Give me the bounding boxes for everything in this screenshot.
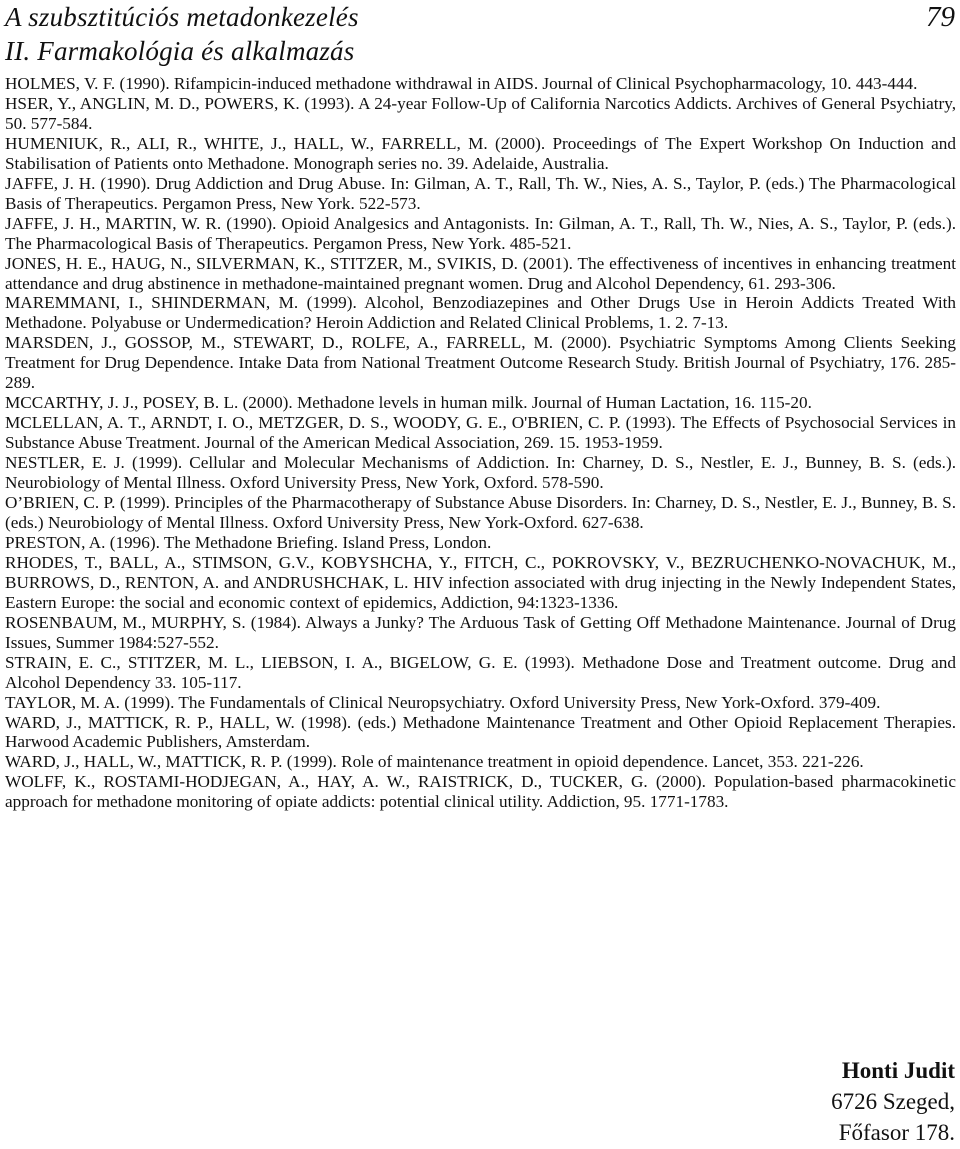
reference-item: MCLELLAN, A. T., ARNDT, I. O., METZGER, D. S., WOODY, G. E., O'BRIEN, C. P. (1993). The Effects of Psychosocial Services in Substance Abuse Treatment. Journal of the American Medical Association, 269. 15. 1953-1959. [5,413,956,453]
reference-item: HUMENIUK, R., ALI, R., WHITE, J., HALL, W., FARRELL, M. (2000). Proceedings of The Expert Workshop On Induction and Stabilisation of Patients onto Methadone. Monograph series no. 39. Adelaide, Australia. [5,133,956,173]
chapter-title: A szubsztitúciós metadonkezelés [5,2,359,32]
author-address-line: Főfasor 178. [838,1120,955,1145]
reference-item: ROSENBAUM, M., MURPHY, S. (1984). Always a Junky? The Arduous Task of Getting Off Methadone Maintenance. Journal of Drug Issues, Summer 1984:527-552. [5,612,956,652]
author-signature [831,1055,955,1148]
page-number: 79 [926,1,955,33]
reference-item: WOLFF, K., ROSTAMI-HODJEGAN, A., HAY, A. W., RAISTRICK, D., TUCKER, G. (2000). Population-based pharmacokinetic approach for methadone monitoring of opiate addicts: potential clinical utility. Addiction, 95. 1771-1783. [5,772,956,812]
reference-item: MAREMMANI, I., SHINDERMAN, M. (1999). Alcohol, Benzodiazepines and Other Drugs Use in Heroin Addicts Treated With Methadone. Polyabuse or Undermedication? Heroin Addiction and Related Clinical Problems, 1. 2. 7-13. [5,293,956,333]
reference-item: WARD, J., MATTICK, R. P., HALL, W. (1998). (eds.) Methadone Maintenance Treatment and Other Opioid Replacement Therapies. Harwood Academic Publishers, Amsterdam. [5,712,956,752]
reference-item: MCCARTHY, J. J., POSEY, B. L. (2000). Methadone levels in human milk. Journal of Human Lactation, 16. 115-20. [5,393,812,413]
reference-item: TAYLOR, M. A. (1999). The Fundamentals of Clinical Neuropsychiatry. Oxford University Press, New York-Oxford. 379-409. [5,692,881,712]
reference-item: JONES, H. E., HAUG, N., SILVERMAN, K., STITZER, M., SVIKIS, D. (2001). The effectiveness of incentives in enhancing treatment attendance and drug abstinence in methadone-maintained pregnant women. Drug and Alcohol Dependency, 61. 293-306. [5,253,956,293]
reference-item: HSER, Y., ANGLIN, M. D., POWERS, K. (1993). A 24-year Follow-Up of California Narcotics Addicts. Archives of General Psychiatry, 50. 577-584. [5,93,956,133]
part-title: II. Farmakológia és alkalmazás [5,36,355,66]
reference-list [5,74,956,812]
reference-item: STRAIN, E. C., STITZER, M. L., LIEBSON, I. A., BIGELOW, G. E. (1993). Methadone Dose and Treatment outcome. Drug and Alcohol Dependency 33. 105-117. [5,652,956,692]
reference-item: MARSDEN, J., GOSSOP, M., STEWART, D., ROLFE, A., FARRELL, M. (2000). Psychiatric Symptoms Among Clients Seeking Treatment for Drug Dependence. Intake Data from National Treatment Outcome Research Study. British Journal of Psychiatry, 176. 285-289. [5,333,956,393]
reference-item: HOLMES, V. F. (1990). Rifampicin-induced methadone withdrawal in AIDS. Journal of Clinical Psychopharmacology, 10. 443-444. [5,74,918,93]
page-header [5,0,955,72]
reference-item: WARD, J., HALL, W., MATTICK, R. P. (1999). Role of maintenance treatment in opioid dependence. Lancet, 353. 221-226. [5,752,864,772]
reference-item: O’BRIEN, C. P. (1999). Principles of the Pharmacotherapy of Substance Abuse Disorders. In: Charney, D. S., Nestler, E. J., Bunney, B. S. (eds.) Neurobiology of Mental Illness. Oxford University Press, New York-Oxford. 627-638. [5,493,956,532]
author-name: Honti Judit [841,1058,955,1083]
reference-item: JAFFE, J. H., MARTIN, W. R. (1990). Opioid Analgesics and Antagonists. In: Gilman, A. T., Rall, Th. W., Nies, A. S., Taylor, P. (eds.). The Pharmacological Basis of Therapeutics. Pergamon Press, New York. 485-521. [5,213,956,253]
reference-item: JAFFE, J. H. (1990). Drug Addiction and Drug Abuse. In: Gilman, A. T., Rall, Th. W., Nies, A. S., Taylor, P. (eds.) The Pharmacological Basis of Therapeutics. Pergamon Press, New York. 522-573. [5,173,956,213]
reference-item: NESTLER, E. J. (1999). Cellular and Molecular Mechanisms of Addiction. In: Charney, D. S., Nestler, E. J., Bunney, B. S. (eds.). Neurobiology of Mental Illness. Oxford University Press, New York, Oxford. 578-590. [5,453,956,493]
reference-item: PRESTON, A. (1996). The Methadone Briefing. Island Press, London. [5,532,492,552]
reference-item: RHODES, T., BALL, A., STIMSON, G.V., KOBYSHCHA, Y., FITCH, C., POKROVSKY, V., BEZRUCHENKO-NOVACHUK, M., BURROWS, D., RENTON, A. and ANDRUSHCHAK, L. HIV infection associated with drug injecting in the Newly Independent States, Eastern Europe: the social and economic context of epidemics, Addiction, 94:1323-1336. [5,552,956,612]
author-address-line: 6726 Szeged, [831,1089,955,1114]
